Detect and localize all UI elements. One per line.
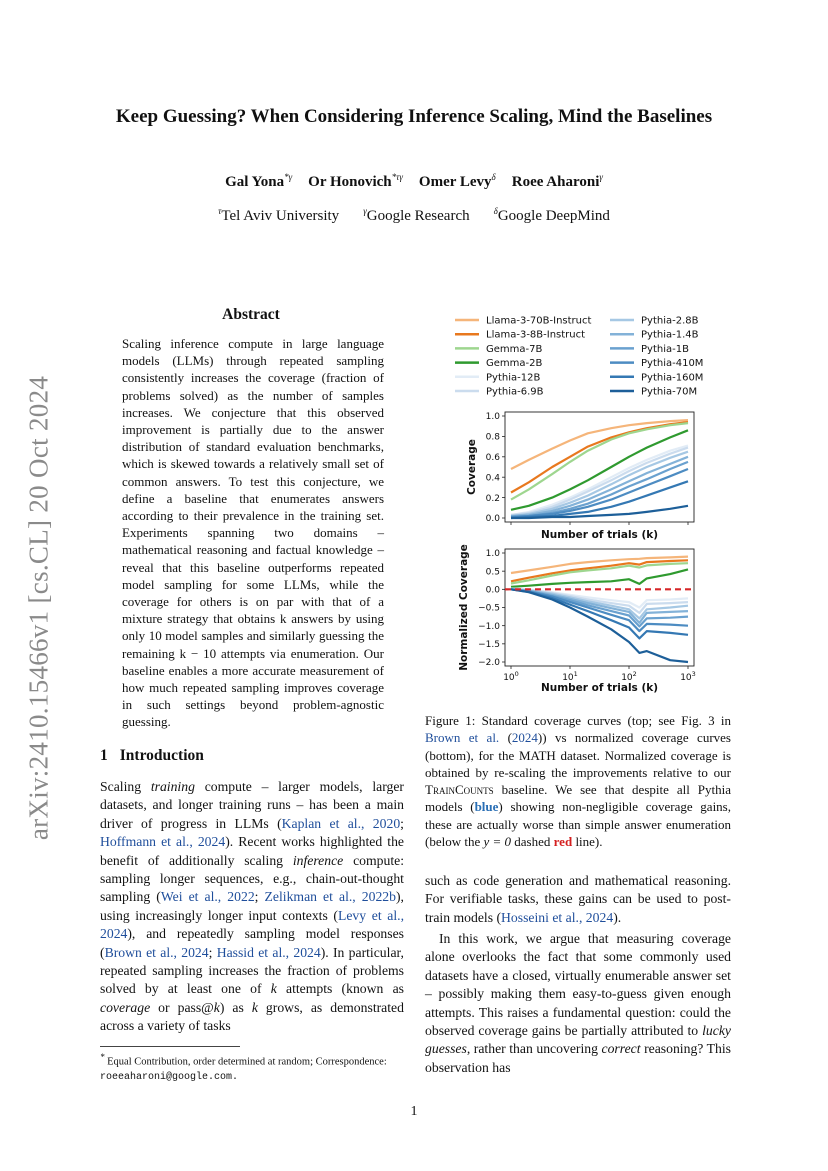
citation-link[interactable]: 2024 — [511, 730, 538, 746]
text-run: ). Recent works highlighted the benefit of additionally scaling — [100, 834, 404, 868]
text-run: ; — [254, 889, 265, 905]
citation-link[interactable]: Wei et al., 2022 — [160, 889, 255, 905]
author-name: Or Honovich — [308, 174, 392, 190]
figure-caption — [425, 712, 731, 850]
author-3 — [512, 174, 603, 190]
affiliation-mark: τ — [218, 206, 222, 216]
text-run: ), and repeatedly sampling model responses ( — [100, 926, 404, 960]
text-run: blue — [474, 799, 499, 815]
legend-label: Gemma-7B — [486, 343, 543, 355]
text-run: k — [270, 981, 277, 997]
x-axis-label: Number of trials (k) — [540, 529, 659, 541]
y-tick-label: 0.0 — [485, 514, 500, 525]
text-run: ) as — [219, 999, 252, 1015]
footnote-mark: * — [100, 1052, 105, 1062]
citation-link[interactable]: Hosseini et al., 2024 — [501, 909, 614, 925]
affiliation-mark: δ — [493, 206, 498, 216]
text-run: In this work, we argue that measuring coverage alone overlooks the fact that some commonly used datasets have a closed, virtually enumerable answer set – possibly making them easy-to-guess given enough attempts. This raises a fundamental question: could the observed coverage gains be partially attributed to — [425, 931, 731, 1039]
y-tick-label: −1.0 — [478, 621, 500, 632]
legend-label: Pythia-2.8B — [641, 315, 699, 327]
y-tick-label: −2.0 — [478, 658, 500, 669]
legend-label: Llama-3-8B-Instruct — [486, 329, 586, 341]
affiliation-name: Tel Aviv University — [221, 208, 340, 224]
y-tick-label: 1.0 — [485, 412, 500, 423]
x-tick-exponent: 2 — [632, 670, 637, 678]
affiliation-name: Google Research — [366, 208, 470, 224]
text-run: )) vs normalized coverage curves (bottom), for the MATH dataset. Normalized coverage is obtained by re-scaling the improvements relative to our — [425, 730, 731, 780]
text-run: dashed — [511, 834, 554, 850]
legend-label: Pythia-160M — [641, 372, 704, 384]
affiliation-mark: γ — [363, 206, 367, 216]
legend-label: Pythia-1.4B — [641, 329, 699, 341]
abstract-text: Scaling inference compute in large language models (LLMs) through repeated sampling consistently increases the coverage (fraction of problems solved) as the number of samples increases. We conjecture that this observed improvement is partially due to the answer distribution of standard evaluation benchmarks, which is skewed towards a relatively small set of common answers. To test this conjecture, we define a baseline that enumerates answers according to their prevalence in the training set. Experiments spanning two domains – mathematical reasoning and factual knowledge – reveal that this baseline outperforms repeated model sampling for some LLMs, while the coverage for others is on par with that of a mixture strategy that obtains k answers by using only 10 model samples and similarly guessing the remaining k − 10 attempts via enumeration. Our baseline enables a more accurate measurement of how much repeated sampling improves coverage in such settings beyond problem-agnostic guessing. — [122, 336, 384, 730]
y-tick-label: 0.5 — [485, 567, 500, 578]
author-0 — [225, 174, 292, 190]
footnote — [100, 1050, 404, 1085]
normalized-coverage-chart — [458, 544, 696, 694]
text-run: TrainCounts — [425, 782, 494, 798]
affiliation-list — [0, 206, 828, 225]
text-run: or pass@ — [150, 999, 214, 1015]
citation-link[interactable]: Hoffmann et al., 2024 — [100, 834, 226, 850]
right-paragraph-2 — [425, 930, 731, 1077]
y-axis-label: Coverage — [466, 439, 478, 495]
citation-link[interactable]: Hassid et al., 2024 — [216, 944, 321, 960]
citation-link[interactable]: Brown et al. — [425, 730, 500, 746]
citation-link[interactable]: Zelikman et al., 2022b — [264, 889, 396, 905]
text-run: k — [213, 999, 220, 1015]
text-run: Scaling — [100, 779, 151, 794]
citation-link[interactable]: Brown et al., 2024 — [104, 944, 209, 960]
author-mark: *γ — [284, 172, 293, 182]
legend-label: Pythia-12B — [486, 372, 541, 384]
legend-label: Pythia-70M — [641, 386, 698, 398]
author-name: Gal Yona — [225, 174, 285, 190]
text-run: coverage — [100, 999, 151, 1015]
abstract-heading: Abstract — [222, 306, 280, 323]
author-2 — [419, 174, 496, 190]
citation-link[interactable]: Kaplan et al., 2020 — [281, 815, 401, 831]
series-line — [511, 589, 688, 638]
text-run: lucky guesses — [425, 1023, 731, 1057]
text-run: attempts (known as — [276, 981, 404, 997]
text-run: ), using increasingly longer input contexts ( — [100, 889, 404, 923]
author-name: Roee Aharoni — [511, 174, 600, 190]
y-tick-label: 0.6 — [485, 453, 500, 463]
paper-title: Keep Guessing? When Considering Inference Scaling, Mind the Baselines — [115, 106, 713, 127]
footnote-email[interactable]: roeeaharoni@google.com. — [100, 1071, 239, 1083]
author-mark: *τγ — [391, 172, 403, 182]
text-run: , rather than uncovering — [466, 1041, 602, 1057]
x-tick-label: $10^1$ — [562, 670, 578, 683]
series-line — [511, 448, 688, 515]
arxiv-id: arXiv:2410.15466v1 [cs.CL] 20 Oct 2024 — [23, 375, 54, 841]
text-run: ). In particular, repeated sampling increases the fraction of problems solved by at least one of — [100, 944, 404, 997]
plot-frame — [505, 412, 694, 522]
text-run: such as code generation and mathematical reasoning. For verifiable tasks, these gains can be used to post-train models ( — [425, 873, 731, 925]
text-run: ( — [499, 730, 512, 746]
figure-1 — [425, 300, 731, 700]
author-list — [0, 172, 828, 191]
legend-label: Pythia-6.9B — [486, 386, 544, 398]
text-run: ) showing non-negligible coverage gains, these are actually worse than simple answer enumeration (below the — [425, 799, 731, 850]
section-number: 1 — [100, 747, 108, 764]
legend-label: Pythia-410M — [641, 358, 704, 370]
arxiv-stamp — [14, 368, 64, 848]
text-run: compute: sampling longer sequences, e.g., chain-out-thought sampling ( — [100, 852, 404, 905]
affiliation-0 — [218, 208, 339, 224]
section-title: Introduction — [119, 747, 204, 764]
x-tick-label: $10^0$ — [503, 670, 519, 683]
y-tick-label: −1.5 — [478, 640, 500, 651]
y-tick-label: 0.2 — [485, 493, 500, 504]
footnote-rule — [100, 1046, 240, 1047]
author-mark: δ — [491, 172, 496, 182]
y-tick-label: 0.4 — [485, 473, 500, 484]
author-mark: γ — [599, 172, 603, 182]
affiliation-1 — [363, 208, 469, 224]
text-run: ; — [400, 815, 404, 831]
coverage-chart — [466, 412, 694, 541]
chart-legend — [455, 316, 703, 398]
footnote-text: Equal Contribution, order determined at random; Correspondence: — [107, 1056, 387, 1068]
legend-label: Gemma-2B — [486, 358, 543, 370]
x-tick-exponent: 0 — [514, 670, 519, 678]
text-run: ; — [208, 944, 217, 960]
citation-link[interactable]: Levy et al., 2024 — [100, 907, 404, 942]
legend-label: Llama-3-70B-Instruct — [486, 315, 592, 327]
text-run: grows, as demonstrated across a variety of tasks — [100, 999, 404, 1034]
text-run: reasoning? This observation has — [425, 1041, 731, 1075]
x-tick-exponent: 1 — [573, 670, 578, 678]
author-1 — [308, 174, 403, 190]
text-run: y = 0 — [483, 834, 512, 850]
text-run: baseline. We see that despite all Pythia models ( — [425, 782, 731, 815]
y-tick-label: 0.8 — [485, 432, 500, 443]
x-tick-label: $10^3$ — [680, 670, 696, 683]
text-run: red — [553, 834, 573, 850]
intro-paragraph — [100, 778, 404, 1036]
text-run: inference — [292, 852, 344, 868]
text-run: training — [150, 779, 195, 794]
text-run: ). — [613, 909, 622, 925]
y-tick-label: 1.0 — [485, 549, 500, 560]
page-number: 1 — [410, 1104, 418, 1119]
legend-label: Pythia-1B — [641, 343, 689, 355]
text-run: correct — [601, 1041, 641, 1057]
x-tick-label: $10^2$ — [621, 670, 637, 683]
right-paragraph-1 — [425, 872, 731, 927]
x-axis-label: Number of trials (k) — [540, 682, 659, 694]
affiliation-2 — [494, 208, 610, 224]
x-tick-exponent: 3 — [691, 670, 696, 678]
section-heading — [100, 747, 204, 765]
y-tick-label: 0.0 — [485, 585, 500, 596]
affiliation-name: Google DeepMind — [497, 208, 610, 224]
text-run: k — [251, 999, 258, 1015]
text-run: compute – larger models, larger datasets, and longer training runs – has been a main driver of progress in LLMs ( — [100, 779, 404, 831]
text-run: Figure 1: Standard coverage curves (top; see Fig. 3 in — [425, 713, 731, 728]
text-run: line). — [572, 834, 603, 850]
y-axis-label: Normalized Coverage — [458, 544, 470, 671]
author-name: Omer Levy — [418, 174, 492, 190]
y-tick-label: −0.5 — [478, 603, 500, 614]
